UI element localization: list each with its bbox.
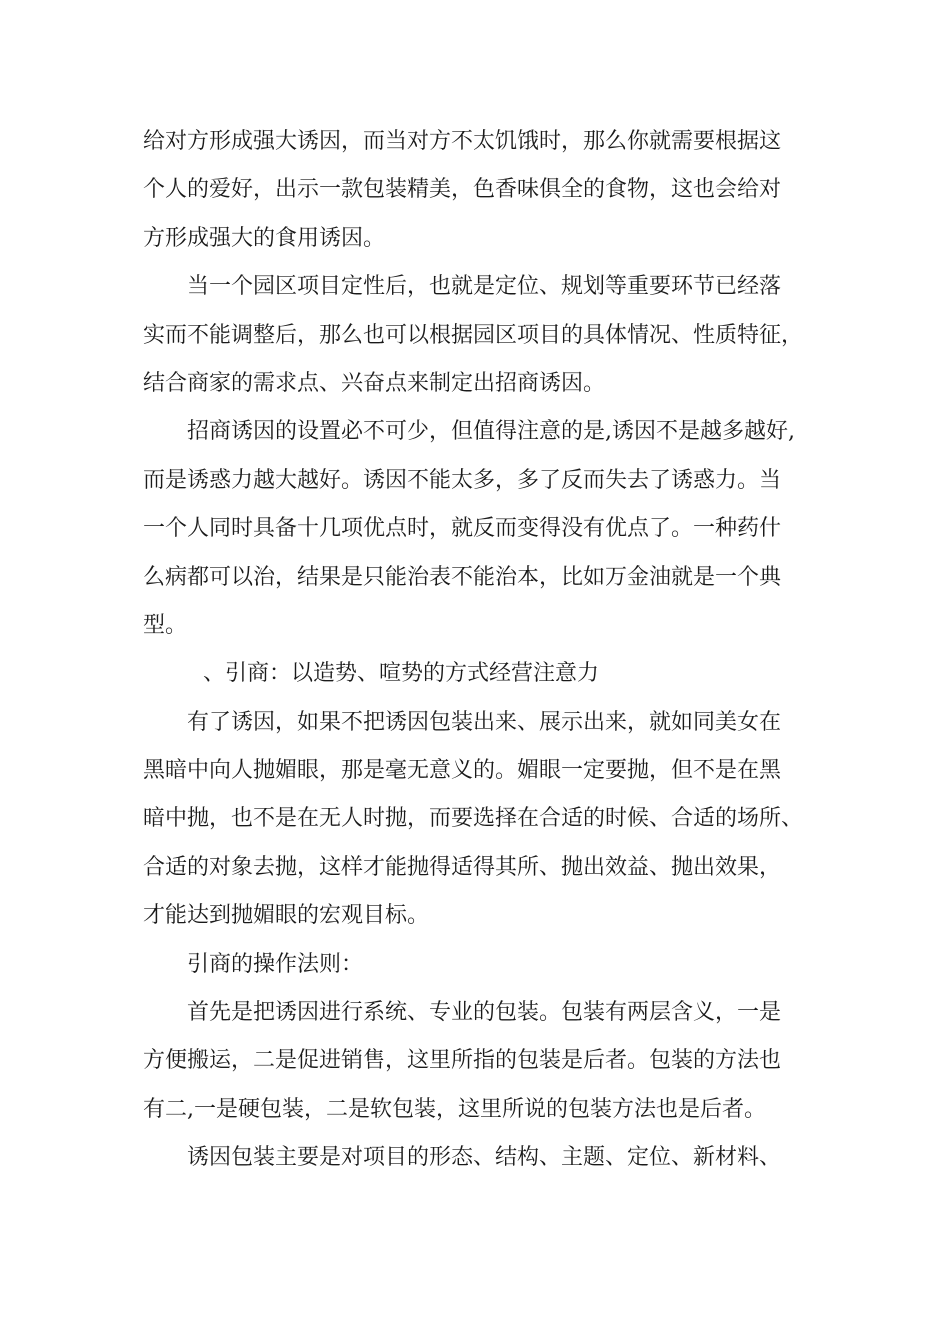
text-line: 个人的爱好，出示一款包装精美，色香味俱全的食物，这也会给对: [143, 177, 782, 203]
document-body: [143, 118, 843, 1183]
text-line: 结合商家的需求点、兴奋点来制定出招商诱因。: [143, 370, 606, 396]
text-line: 么病都可以治，结果是只能治表不能治本，比如万金油就是一个典: [143, 564, 782, 590]
paragraph-start-line: 当一个园区项目定性后，也就是定位、规划等重要环节已经落: [187, 274, 782, 300]
text-line: 实而不能调整后，那么也可以根据园区项目的具体情况、性质特征，: [143, 322, 804, 348]
text-line: 一个人同时具备十几项优点时，就反而变得没有优点了。一种药什: [143, 516, 782, 542]
text-line: 而是诱惑力越大越好。诱因不能太多，多了反而失去了诱惑力。当: [143, 467, 782, 493]
section-heading: 、引商：以造势、喧势的方式经营注意力: [203, 661, 600, 687]
text-line: 合适的对象去抛，这样才能抛得适得其所、抛出效益、抛出效果，: [143, 854, 782, 880]
text-line: 给对方形成强大诱因，而当对方不太饥饿时，那么你就需要根据这: [143, 129, 782, 154]
paragraph-start-line: 诱因包装主要是对项目的形态、结构、主题、定位、新材料、: [187, 1145, 782, 1171]
paragraph-start-line: 引商的操作法则：: [187, 951, 364, 977]
paragraph-start-line: 招商诱因的设置必不可少，但值得注意的是,诱因不是越多越好,: [187, 419, 795, 445]
paragraph-start-line: 首先是把诱因进行系统、专业的包装。包装有两层含义，一是: [187, 1000, 782, 1026]
text-line: 有二,一是硬包装，二是软包装，这里所说的包装方法也是后者。: [143, 1096, 766, 1122]
text-line: 方形成强大的食用诱因。: [143, 225, 386, 251]
text-line: 才能达到抛媚眼的宏观目标。: [143, 903, 430, 929]
paragraph-start-line: 有了诱因，如果不把诱因包装出来、展示出来，就如同美女在: [187, 709, 782, 735]
text-line: 型。: [143, 612, 188, 638]
text-line: 方便搬运，二是促进销售，这里所指的包装是后者。包装的方法也: [143, 1048, 782, 1074]
text-line: 暗中抛，也不是在无人时抛，而要选择在合适的时候、合适的场所、: [143, 806, 804, 832]
text-line: 黑暗中向人抛媚眼，那是毫无意义的。媚眼一定要抛，但不是在黑: [143, 758, 782, 784]
